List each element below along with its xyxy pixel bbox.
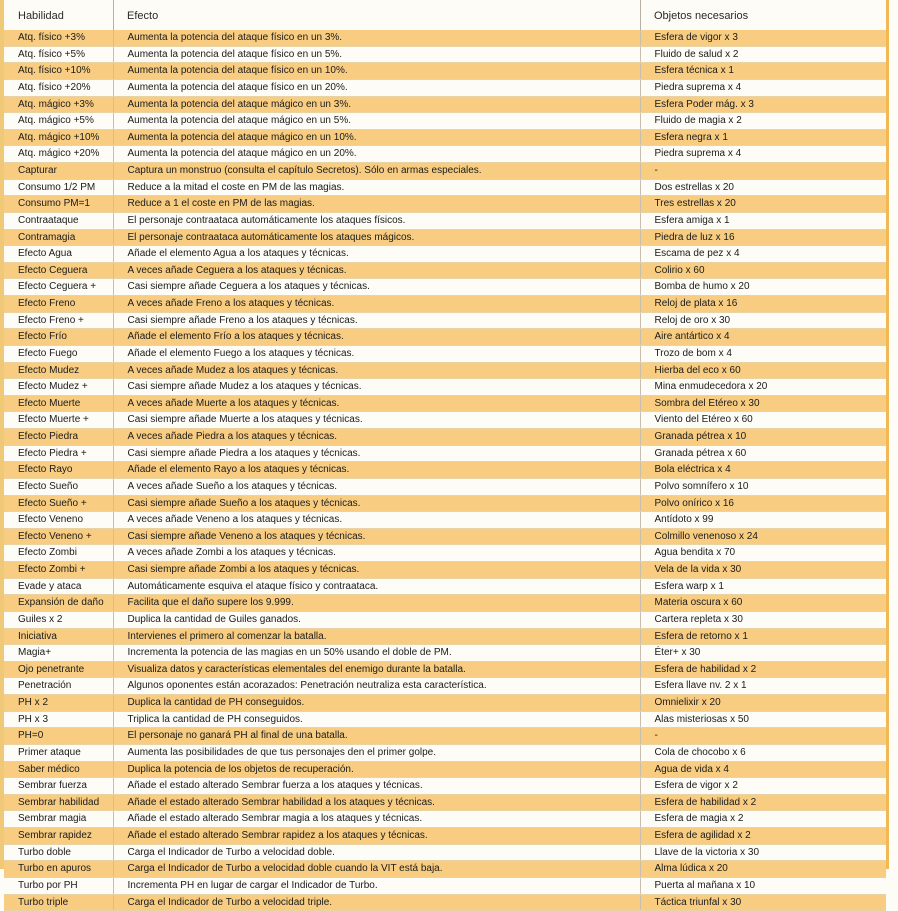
cell-efecto: Duplica la cantidad de Guiles ganados. (113, 611, 640, 628)
cell-objetos: Esfera amiga x 1 (640, 212, 886, 229)
cell-objetos: Polvo onírico x 16 (640, 495, 886, 512)
cell-habilidad: Iniciativa (4, 628, 113, 645)
cell-habilidad: Primer ataque (4, 744, 113, 761)
table-row (4, 695, 886, 712)
cell-habilidad: Sembrar rapidez (4, 828, 113, 845)
cell-habilidad: Efecto Freno (4, 296, 113, 313)
cell-efecto: A veces añade Piedra a los ataques y técnicas. (113, 429, 640, 446)
cell-efecto: Casi siempre añade Veneno a los ataques y técnicas. (113, 528, 640, 545)
cell-habilidad: Efecto Muerte (4, 395, 113, 412)
cell-objetos: Esfera Poder mág. x 3 (640, 96, 886, 113)
cell-habilidad: Ojo penetrante (4, 661, 113, 678)
table-row (4, 611, 886, 628)
cell-efecto: Carga el Indicador de Turbo a velocidad triple. (113, 894, 640, 911)
cell-habilidad: Efecto Rayo (4, 462, 113, 479)
cell-habilidad: Saber médico (4, 761, 113, 778)
cell-efecto: Facilita que el daño supere los 9.999. (113, 595, 640, 612)
cell-efecto: Añade el elemento Rayo a los ataques y técnicas. (113, 462, 640, 479)
cell-efecto: El personaje contraataca automáticamente los ataques físicos. (113, 212, 640, 229)
table-row (4, 329, 886, 346)
table-row (4, 229, 886, 246)
cell-habilidad: Magia+ (4, 645, 113, 662)
cell-efecto: Intervienes el primero al comenzar la batalla. (113, 628, 640, 645)
cell-objetos: Esfera negra x 1 (640, 129, 886, 146)
cell-objetos: Granada pétrea x 10 (640, 429, 886, 446)
cell-objetos: Alma lúdica x 20 (640, 861, 886, 878)
cell-objetos: Táctica triunfal x 30 (640, 894, 886, 911)
cell-habilidad: Atq. mágico +10% (4, 129, 113, 146)
table-row (4, 146, 886, 163)
cell-habilidad: Turbo doble (4, 844, 113, 861)
header-habilidad: Habilidad (18, 10, 64, 22)
cell-habilidad: Efecto Veneno + (4, 528, 113, 545)
cell-objetos: Antídoto x 99 (640, 512, 886, 529)
table-row (4, 96, 886, 113)
cell-objetos: Puerta al mañana x 10 (640, 877, 886, 894)
table-row (4, 445, 886, 462)
cell-habilidad: Turbo por PH (4, 877, 113, 894)
table-header (4, 0, 886, 30)
table-row (4, 678, 886, 695)
cell-efecto: Reduce a la mitad el coste en PM de las magias. (113, 179, 640, 196)
cell-objetos: Piedra suprema x 4 (640, 79, 886, 96)
table-row (4, 30, 886, 46)
cell-objetos: Cola de chocobo x 6 (640, 744, 886, 761)
cell-efecto: Algunos oponentes están acorazados: Penetración neutraliza esta característica. (113, 678, 640, 695)
cell-efecto: Duplica la cantidad de PH conseguidos. (113, 695, 640, 712)
cell-efecto: Añade el elemento Fuego a los ataques y técnicas. (113, 345, 640, 362)
cell-objetos: Fluido de salud x 2 (640, 46, 886, 63)
cell-habilidad: Efecto Piedra (4, 429, 113, 446)
cell-habilidad: Sembrar fuerza (4, 778, 113, 795)
table-row (4, 362, 886, 379)
cell-objetos: - (640, 728, 886, 745)
cell-efecto: Añade el elemento Agua a los ataques y técnicas. (113, 246, 640, 263)
table-row (4, 828, 886, 845)
cell-habilidad: Guiles x 2 (4, 611, 113, 628)
cell-habilidad: Efecto Veneno (4, 512, 113, 529)
table-row (4, 877, 886, 894)
cell-objetos: Esfera de vigor x 3 (640, 30, 886, 46)
table-row (4, 728, 886, 745)
table-row (4, 412, 886, 429)
cell-objetos: Esfera de habilidad x 2 (640, 661, 886, 678)
table-row (4, 179, 886, 196)
cell-habilidad: Efecto Zombi + (4, 562, 113, 579)
header-divider (113, 0, 114, 30)
cell-objetos: Vela de la vida x 30 (640, 562, 886, 579)
table-row (4, 379, 886, 396)
cell-habilidad: Efecto Mudez + (4, 379, 113, 396)
cell-habilidad: Efecto Agua (4, 246, 113, 263)
cell-objetos: Mina enmudecedora x 20 (640, 379, 886, 396)
cell-efecto: Casi siempre añade Sueño a los ataques y técnicas. (113, 495, 640, 512)
table-row (4, 246, 886, 263)
cell-efecto: El personaje no ganará PH al final de una batalla. (113, 728, 640, 745)
table-row (4, 861, 886, 878)
cell-habilidad: Efecto Muerte + (4, 412, 113, 429)
cell-efecto: Aumenta las posibilidades de que tus personajes den el primer golpe. (113, 744, 640, 761)
cell-habilidad: Sembrar magia (4, 811, 113, 828)
cell-habilidad: Sembrar habilidad (4, 794, 113, 811)
cell-habilidad: Contraataque (4, 212, 113, 229)
cell-objetos: Esfera de habilidad x 2 (640, 794, 886, 811)
cell-efecto: Casi siempre añade Mudez a los ataques y técnicas. (113, 379, 640, 396)
table-row (4, 129, 886, 146)
cell-habilidad: Atq. físico +5% (4, 46, 113, 63)
cell-objetos: Dos estrellas x 20 (640, 179, 886, 196)
cell-habilidad: Atq. físico +20% (4, 79, 113, 96)
cell-efecto: A veces añade Ceguera a los ataques y técnicas. (113, 262, 640, 279)
table-row (4, 212, 886, 229)
table-row (4, 312, 886, 329)
cell-habilidad: Efecto Ceguera (4, 262, 113, 279)
cell-habilidad: Consumo PM=1 (4, 196, 113, 213)
cell-efecto: Casi siempre añade Ceguera a los ataques y técnicas. (113, 279, 640, 296)
cell-efecto: Aumenta la potencia del ataque físico en un 10%. (113, 63, 640, 80)
table-row (4, 778, 886, 795)
cell-efecto: Incrementa PH en lugar de cargar el Indicador de Turbo. (113, 877, 640, 894)
cell-objetos: Esfera warp x 1 (640, 578, 886, 595)
cell-objetos: Bomba de humo x 20 (640, 279, 886, 296)
cell-habilidad: Efecto Frío (4, 329, 113, 346)
cell-objetos: Granada pétrea x 60 (640, 445, 886, 462)
cell-efecto: Carga el Indicador de Turbo a velocidad doble cuando la VIT está baja. (113, 861, 640, 878)
cell-habilidad: Efecto Sueño (4, 478, 113, 495)
cell-objetos: Polvo somnífero x 10 (640, 478, 886, 495)
abilities-table (4, 30, 886, 911)
cell-objetos: Viento del Etéreo x 60 (640, 412, 886, 429)
cell-objetos: - (640, 163, 886, 180)
cell-efecto: Casi siempre añade Piedra a los ataques y técnicas. (113, 445, 640, 462)
cell-habilidad: Efecto Ceguera + (4, 279, 113, 296)
table-row (4, 495, 886, 512)
table-row (4, 79, 886, 96)
cell-efecto: A veces añade Muerte a los ataques y técnicas. (113, 395, 640, 412)
cell-efecto: A veces añade Mudez a los ataques y técnicas. (113, 362, 640, 379)
cell-objetos: Reloj de oro x 30 (640, 312, 886, 329)
cell-habilidad: Atq. mágico +3% (4, 96, 113, 113)
table-row (4, 296, 886, 313)
cell-objetos: Piedra de luz x 16 (640, 229, 886, 246)
cell-objetos: Omnielixir x 20 (640, 695, 886, 712)
cell-objetos: Esfera de magia x 2 (640, 811, 886, 828)
cell-objetos: Aire antártico x 4 (640, 329, 886, 346)
cell-objetos: Agua bendita x 70 (640, 545, 886, 562)
cell-objetos: Alas misteriosas x 50 (640, 711, 886, 728)
table-row (4, 478, 886, 495)
table-row (4, 744, 886, 761)
cell-objetos: Esfera técnica x 1 (640, 63, 886, 80)
cell-efecto: Aumenta la potencia del ataque físico en un 3%. (113, 30, 640, 46)
cell-habilidad: Turbo en apuros (4, 861, 113, 878)
cell-efecto: Aumenta la potencia del ataque físico en un 5%. (113, 46, 640, 63)
cell-efecto: Casi siempre añade Freno a los ataques y técnicas. (113, 312, 640, 329)
cell-efecto: Duplica la potencia de los objetos de recuperación. (113, 761, 640, 778)
table-row (4, 395, 886, 412)
header-efecto: Efecto (127, 10, 159, 22)
table-row (4, 528, 886, 545)
table-row (4, 63, 886, 80)
cell-efecto: Casi siempre añade Muerte a los ataques y técnicas. (113, 412, 640, 429)
cell-efecto: Añade el estado alterado Sembrar habilidad a los ataques y técnicas. (113, 794, 640, 811)
cell-efecto: Carga el Indicador de Turbo a velocidad doble. (113, 844, 640, 861)
cell-habilidad: Contramagia (4, 229, 113, 246)
table-row (4, 345, 886, 362)
cell-efecto: Añade el elemento Frío a los ataques y técnicas. (113, 329, 640, 346)
table-row (4, 113, 886, 130)
table-row (4, 196, 886, 213)
cell-efecto: Captura un monstruo (consulta el capítulo Secretos). Sólo en armas especiales. (113, 163, 640, 180)
cell-habilidad: Atq. físico +10% (4, 63, 113, 80)
cell-objetos: Esfera de vigor x 2 (640, 778, 886, 795)
table-row (4, 429, 886, 446)
cell-efecto: Automáticamente esquiva el ataque físico y contraataca. (113, 578, 640, 595)
cell-efecto: Incrementa la potencia de las magias en un 50% usando el doble de PM. (113, 645, 640, 662)
right-page-edge (886, 0, 889, 869)
cell-objetos: Colmillo venenoso x 24 (640, 528, 886, 545)
table-row (4, 661, 886, 678)
cell-efecto: Reduce a 1 el coste en PM de las magias. (113, 196, 640, 213)
cell-habilidad: Consumo 1/2 PM (4, 179, 113, 196)
table-row (4, 628, 886, 645)
cell-habilidad: Efecto Fuego (4, 345, 113, 362)
header-divider (640, 0, 641, 30)
cell-habilidad: PH x 2 (4, 695, 113, 712)
cell-objetos: Llave de la victoria x 30 (640, 844, 886, 861)
cell-objetos: Esfera de retorno x 1 (640, 628, 886, 645)
cell-efecto: Aumenta la potencia del ataque mágico en un 3%. (113, 96, 640, 113)
cell-efecto: Aumenta la potencia del ataque mágico en un 20%. (113, 146, 640, 163)
cell-habilidad: Efecto Freno + (4, 312, 113, 329)
cell-efecto: A veces añade Zombi a los ataques y técnicas. (113, 545, 640, 562)
cell-objetos: Trozo de bom x 4 (640, 345, 886, 362)
table-row (4, 811, 886, 828)
table-row (4, 262, 886, 279)
cell-efecto: Triplica la cantidad de PH conseguidos. (113, 711, 640, 728)
cell-efecto: A veces añade Sueño a los ataques y técnicas. (113, 478, 640, 495)
cell-efecto: El personaje contraataca automáticamente los ataques mágicos. (113, 229, 640, 246)
cell-efecto: Visualiza datos y características elementales del enemigo durante la batalla. (113, 661, 640, 678)
cell-objetos: Piedra suprema x 4 (640, 146, 886, 163)
header-objetos: Objetos necesarios (654, 10, 749, 22)
table-row (4, 595, 886, 612)
cell-efecto: Aumenta la potencia del ataque mágico en un 10%. (113, 129, 640, 146)
table-row (4, 844, 886, 861)
cell-habilidad: Efecto Sueño + (4, 495, 113, 512)
cell-habilidad: Turbo triple (4, 894, 113, 911)
table-row (4, 894, 886, 911)
cell-objetos: Agua de vida x 4 (640, 761, 886, 778)
cell-objetos: Colirio x 60 (640, 262, 886, 279)
cell-objetos: Fluido de magia x 2 (640, 113, 886, 130)
cell-habilidad: Efecto Mudez (4, 362, 113, 379)
table-row (4, 279, 886, 296)
cell-habilidad: Penetración (4, 678, 113, 695)
cell-efecto: A veces añade Freno a los ataques y técnicas. (113, 296, 640, 313)
cell-habilidad: Efecto Zombi (4, 545, 113, 562)
cell-objetos: Tres estrellas x 20 (640, 196, 886, 213)
cell-efecto: Añade el estado alterado Sembrar rapidez a los ataques y técnicas. (113, 828, 640, 845)
cell-objetos: Esfera de agilidad x 2 (640, 828, 886, 845)
table-row (4, 562, 886, 579)
table-row (4, 163, 886, 180)
cell-objetos: Cartera repleta x 30 (640, 611, 886, 628)
table-row (4, 512, 886, 529)
cell-habilidad: Expansión de daño (4, 595, 113, 612)
cell-efecto: Aumenta la potencia del ataque físico en un 20%. (113, 79, 640, 96)
cell-efecto: Añade el estado alterado Sembrar magia a los ataques y técnicas. (113, 811, 640, 828)
table-row (4, 794, 886, 811)
cell-objetos: Bola eléctrica x 4 (640, 462, 886, 479)
cell-habilidad: Atq. físico +3% (4, 30, 113, 46)
cell-objetos: Escama de pez x 4 (640, 246, 886, 263)
cell-objetos: Esfera llave nv. 2 x 1 (640, 678, 886, 695)
cell-efecto: A veces añade Veneno a los ataques y técnicas. (113, 512, 640, 529)
cell-efecto: Añade el estado alterado Sembrar fuerza a los ataques y técnicas. (113, 778, 640, 795)
cell-efecto: Aumenta la potencia del ataque mágico en un 5%. (113, 113, 640, 130)
cell-habilidad: PH x 3 (4, 711, 113, 728)
cell-habilidad: Evade y ataca (4, 578, 113, 595)
table-row (4, 462, 886, 479)
cell-habilidad: PH=0 (4, 728, 113, 745)
cell-objetos: Hierba del eco x 60 (640, 362, 886, 379)
cell-efecto: Casi siempre añade Zombi a los ataques y técnicas. (113, 562, 640, 579)
table-row (4, 645, 886, 662)
table-row (4, 545, 886, 562)
table-row (4, 761, 886, 778)
table-row (4, 578, 886, 595)
cell-habilidad: Atq. mágico +20% (4, 146, 113, 163)
cell-objetos: Reloj de plata x 16 (640, 296, 886, 313)
cell-habilidad: Capturar (4, 163, 113, 180)
table-row (4, 711, 886, 728)
cell-objetos: Materia oscura x 60 (640, 595, 886, 612)
cell-habilidad: Efecto Piedra + (4, 445, 113, 462)
cell-objetos: Sombra del Etéreo x 30 (640, 395, 886, 412)
cell-objetos: Éter+ x 30 (640, 645, 886, 662)
table-row (4, 46, 886, 63)
cell-habilidad: Atq. mágico +5% (4, 113, 113, 130)
